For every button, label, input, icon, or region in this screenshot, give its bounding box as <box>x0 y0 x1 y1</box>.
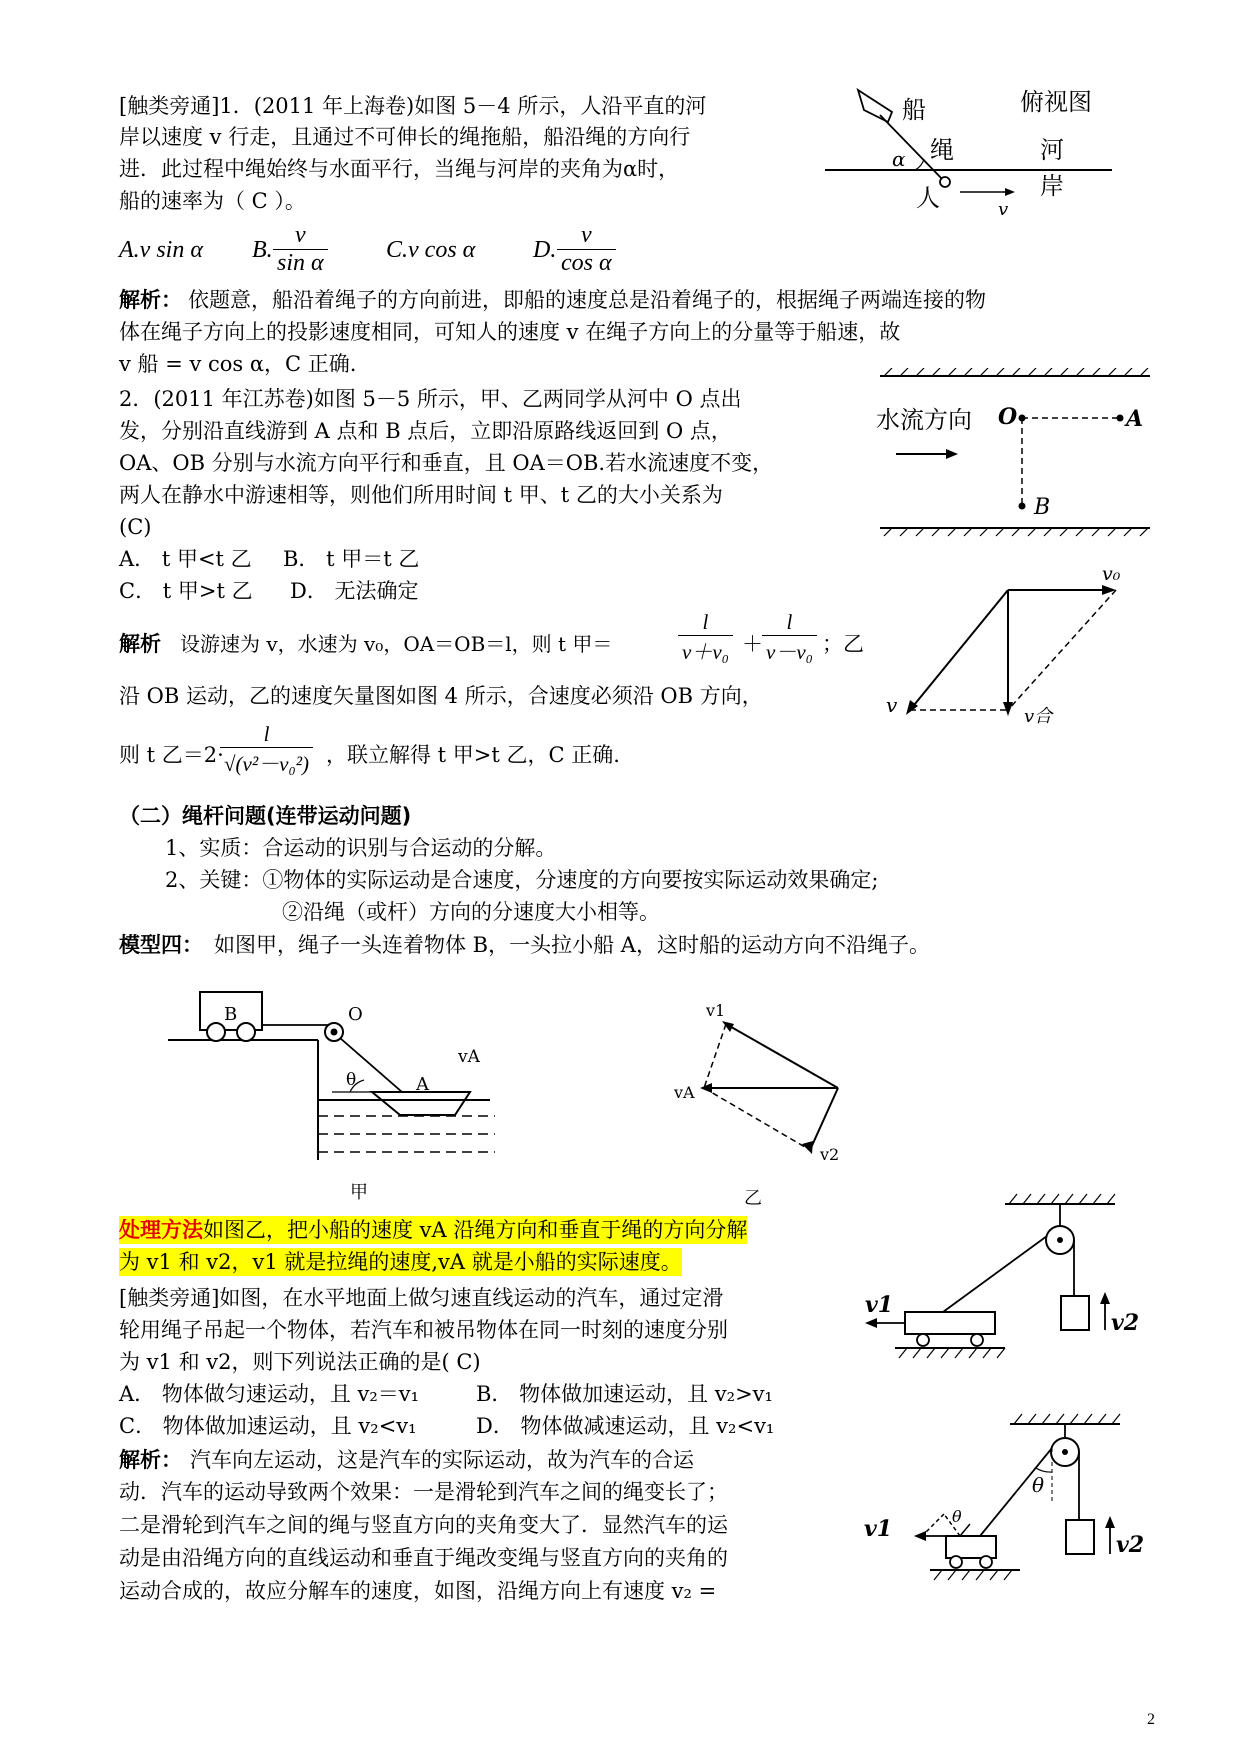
flow-arrowhead <box>946 449 958 459</box>
v2-arrowhead <box>1105 1516 1115 1528</box>
p1-option-d-fraction <box>557 222 616 277</box>
p2-explanation-line2: 沿 OB 运动，乙的速度矢量图如图 4 所示，合速度必须沿 OB 方向， <box>119 684 763 708</box>
ceiling-hatch <box>1014 1414 1120 1424</box>
v2-arrowhead <box>1100 1292 1110 1304</box>
p2-fraction3 <box>220 722 313 778</box>
v2-vector <box>810 1088 838 1150</box>
v0-arrowhead <box>1102 585 1116 595</box>
p3-explanation-line2: 动．汽车的运动导致两个效果：一是滑轮到汽车之间的绳变长了； <box>119 1480 728 1504</box>
label-v2: v2 <box>1111 1310 1140 1336</box>
river-top-hatch <box>884 368 1148 376</box>
p2-fraction2-denominator: v－v₀ <box>766 640 813 664</box>
label-v1: v1 <box>865 1292 894 1318</box>
car-wheel-2 <box>980 1556 992 1568</box>
p2-plus-sign: ＋ <box>742 632 763 656</box>
p1-option-c: C.v cos α <box>386 237 476 263</box>
car-body <box>905 1312 995 1334</box>
p3-explanation-line1: 汽车向左运动，这是汽车的实际运动，故为汽车的合运 <box>190 1448 694 1472</box>
v-vector <box>910 590 1008 710</box>
figure-velocity-vectors <box>880 560 1140 740</box>
p2-explanation-line3a: 则 t 乙＝2· <box>119 743 224 767</box>
rope-to-car <box>943 1236 1047 1312</box>
p1-explanation-line2: 体在绳子方向上的投影速度相同，可知人的速度 v 在绳子方向上的分量等于船速，故 <box>119 320 901 344</box>
p2-line2: 发，分别沿直线游到 A 点和 B 点后，立即沿原路线返回到 O 点， <box>119 419 732 443</box>
figure-car-pulley-1 <box>855 1190 1145 1390</box>
label-va: vA <box>458 1047 480 1067</box>
label-v1: v1 <box>706 1001 726 1020</box>
label-b: B <box>224 1004 238 1025</box>
label-top-view: 俯视图 <box>1020 88 1092 116</box>
label-v2: v2 <box>820 1145 840 1164</box>
dashed-side-left <box>704 1024 726 1088</box>
label-v-he: v合 <box>1024 706 1053 727</box>
alpha-arc <box>915 159 924 170</box>
figure-car-pulley-2 <box>860 1410 1145 1610</box>
p2-line1: 2．(2011 年江苏卷)如图 5－5 所示，甲、乙两同学从河中 O 点出 <box>119 387 742 411</box>
boat-a <box>372 1092 470 1115</box>
pulley-axle <box>331 1029 338 1036</box>
ground-hatch <box>899 1348 1005 1358</box>
section2-heading: （二）绳杆问题(连带运动问题) <box>119 804 412 828</box>
p2-option-a: A． t 甲<t 乙 <box>119 547 252 571</box>
p1-option-b-numerator: v <box>273 222 328 250</box>
p2-explanation-line1b: ；乙 <box>822 632 864 656</box>
dashed-side-bottom <box>704 1088 810 1150</box>
p3-option-c: C． 物体做加速运动，且 v₂<v₁ <box>119 1414 417 1438</box>
label-v2: v2 <box>1116 1532 1145 1558</box>
p3-explanation-line5: 运动合成的，故应分解车的速度，如图，沿绳方向上有速度 v₂ = <box>119 1579 717 1603</box>
v1-arrowhead <box>914 1531 926 1541</box>
p2-fraction3-numerator: l <box>220 722 313 748</box>
label-a: A <box>1126 406 1144 432</box>
caption-jia: 甲 <box>350 1182 368 1203</box>
v1-vector <box>726 1024 838 1088</box>
theta-arc <box>1036 1468 1052 1472</box>
p3-line1: [触类旁通]如图，在水平地面上做匀速直线运动的汽车，通过定滑 <box>119 1286 724 1310</box>
p2-line4: 两人在静水中游速相等，则他们所用时间 t 甲、t 乙的大小关系为 <box>119 483 723 507</box>
label-v: v <box>886 693 898 717</box>
figure-jia-cart-boat <box>160 980 560 1205</box>
river-bottom-hatch <box>884 528 1148 536</box>
label-o: O <box>348 1004 363 1025</box>
p3-option-a: A． 物体做匀速运动，且 v₂＝v₁ <box>119 1382 420 1406</box>
cart-wheel-1 <box>207 1023 225 1041</box>
v1-arrowhead <box>722 1021 734 1032</box>
p1-option-d-denominator: cos α <box>561 250 612 276</box>
car-wheel-2 <box>971 1334 983 1346</box>
label-bank: 岸 <box>1040 172 1064 200</box>
p2-option-c: C． t 甲>t 乙 <box>119 579 253 603</box>
p1-option-a: A.v sin α <box>119 237 203 263</box>
ceiling-hatch <box>1009 1194 1115 1204</box>
label-rope: 绳 <box>930 136 954 164</box>
figure-yi-decomposition <box>660 1000 880 1210</box>
label-va: vA <box>674 1083 695 1102</box>
cart-wheel-2 <box>237 1023 255 1041</box>
dashed-side-right <box>1008 590 1116 710</box>
p1-option-d-prefix: D. <box>533 237 557 263</box>
ground-hatch <box>934 1570 1012 1580</box>
hanging-block <box>1066 1520 1094 1554</box>
method-line2-text: 为 v1 和 v2，v1 就是拉绳的速度,vA 就是小船的实际速度。 <box>119 1250 682 1274</box>
v2-arrowhead <box>802 1141 813 1154</box>
p2-option-d: D． 无法确定 <box>290 579 419 603</box>
p2-explanation-line1a: 设游速为 v，水速为 v₀，OA＝OB＝l，则 t 甲＝ <box>180 632 613 656</box>
point-a <box>1117 415 1124 422</box>
p1-explanation-label: 解析： <box>119 288 182 312</box>
p1-line2: 岸以速度 v 行走，且通过不可伸长的绳拖船，船沿绳的方向行 <box>119 125 691 149</box>
p1-option-b-fraction <box>273 222 328 277</box>
p2-fraction1-numerator: l <box>678 610 733 636</box>
label-theta: θ <box>346 1070 357 1090</box>
label-alpha: α <box>892 147 906 171</box>
pulley-axle <box>1057 1237 1063 1243</box>
p1-line3: 进．此过程中绳始终与水面平行，当绳与河岸的夹角为α时， <box>119 157 680 181</box>
p1-option-b-prefix: B. <box>252 237 273 263</box>
section2-item1: 1、实质：合运动的识别与合运动的分解。 <box>165 836 557 860</box>
label-theta: θ <box>1032 1473 1045 1497</box>
p2-fraction2-numerator: l <box>762 610 817 636</box>
p2-fraction2 <box>762 610 817 666</box>
p3-line2: 轮用绳子吊起一个物体，若汽车和被吊物体在同一时刻的速度分别 <box>119 1318 728 1342</box>
section2-item3: ②沿绳（或杆）方向的分速度大小相等。 <box>282 900 660 924</box>
label-v: v <box>998 199 1009 220</box>
p1-explanation-line3: v 船 = v cos α，C 正确. <box>119 352 357 376</box>
model4-label: 模型四： <box>119 933 203 957</box>
p2-line5: (C) <box>119 515 152 539</box>
p3-explanation-label: 解析： <box>119 1448 182 1472</box>
method-line1 <box>119 1220 747 1241</box>
p1-explanation-line1: 依题意，船沿着绳子的方向前进，即船的速度总是沿着绳子的，根据绳子两端连接的物 <box>188 288 986 312</box>
pulley-axle <box>1062 1449 1068 1455</box>
p3-option-d: D． 物体做减速运动，且 v₂<v₁ <box>476 1414 775 1438</box>
point-o <box>1019 415 1026 422</box>
p2-option-b: B． t 甲＝t 乙 <box>283 547 420 571</box>
p1-line4: 船的速率为（ C ）。 <box>119 189 306 213</box>
p1-line1: [触类旁通]1．(2011 年上海卷)如图 5－4 所示，人沿平直的河 <box>119 94 707 118</box>
label-a: A <box>416 1074 429 1095</box>
label-person: 人 <box>916 184 940 212</box>
label-river: 河 <box>1040 136 1064 164</box>
p1-option-d-numerator: v <box>557 222 616 250</box>
caption-yi: 乙 <box>744 1188 762 1209</box>
boat-shape <box>858 90 892 122</box>
label-boat: 船 <box>902 96 926 124</box>
hanging-block <box>1061 1296 1089 1330</box>
p2-explanation-label: 解析 <box>119 632 161 656</box>
label-v0: v₀ <box>1102 563 1121 585</box>
v1-arrowhead <box>865 1318 877 1328</box>
page-number: 2 <box>1147 1711 1155 1728</box>
label-v1: v1 <box>864 1516 893 1542</box>
label-flow-direction: 水流方向 <box>876 406 972 434</box>
person-dot <box>940 177 950 187</box>
figure-river-oab <box>870 368 1160 548</box>
car-body <box>946 1536 996 1558</box>
label-o: O <box>998 404 1018 430</box>
section2-item2: 2、关键：①物体的实际运动是合速度，分速度的方向要按实际运动效果确定; <box>165 868 879 892</box>
p3-option-b: B． 物体做加速运动，且 v₂>v₁ <box>476 1382 773 1406</box>
p2-explanation-line3b: ，联立解得 t 甲>t 乙，C 正确. <box>326 743 620 767</box>
p2-fraction3-denominator: √(v²－v₀²) <box>224 752 310 776</box>
p2-fraction1 <box>678 610 733 666</box>
method-line2 <box>119 1252 682 1273</box>
p2-fraction1-denominator: v＋v₀ <box>682 640 729 664</box>
method-line1-text: 如图乙，把小船的速度 vA 沿绳方向和垂直于绳的方向分解 <box>203 1218 748 1242</box>
point-b <box>1019 503 1026 510</box>
p3-explanation-line3: 二是滑轮到汽车之间的绳与竖直方向的夹角变大了．显然汽车的运 <box>119 1513 728 1537</box>
va-arrowhead <box>700 1083 712 1093</box>
p1-option-b-denominator: sin α <box>277 250 324 276</box>
figure-boat-top-view <box>820 82 1120 222</box>
model4-text: 如图甲，绳子一头连着物体 B，一头拉小船 A，这时船的运动方向不沿绳子。 <box>214 933 930 957</box>
label-b: B <box>1034 495 1051 520</box>
method-label: 处理方法 <box>119 1218 203 1242</box>
p3-line3: 为 v1 和 v2，则下列说法正确的是( C) <box>119 1350 481 1374</box>
p2-line3: OA、OB 分别与水流方向平行和垂直，且 OA＝OB.若水流速度不变， <box>119 451 774 475</box>
car-wheel-1 <box>917 1334 929 1346</box>
velocity-arrowhead <box>1005 188 1015 196</box>
label-theta-small: θ <box>952 1507 962 1526</box>
p3-explanation-line4: 动是由沿绳方向的直线运动和垂直于绳改变绳与竖直方向的夹角的 <box>119 1546 728 1570</box>
car-wheel-1 <box>950 1556 962 1568</box>
